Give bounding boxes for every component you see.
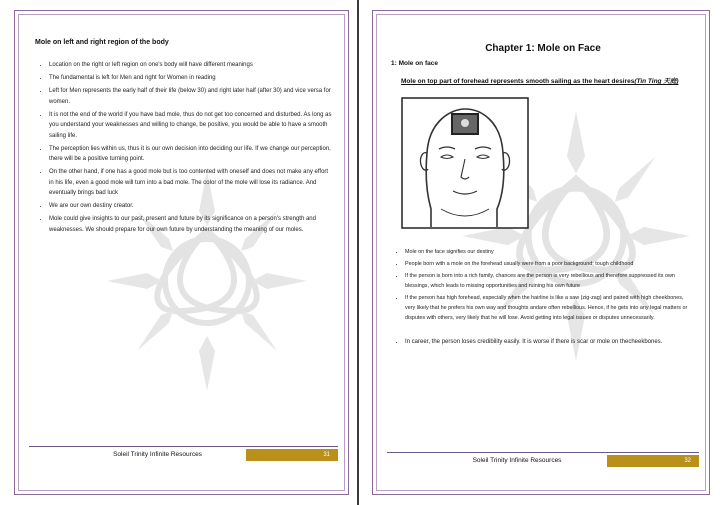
bullet-item: • Mole on the face signifies our destiny [405,247,695,257]
right-page-content [391,43,695,349]
face-drawing-icon [401,97,529,229]
right-page [372,10,710,495]
chapter-title: Chapter 1: Mole on Face [485,43,601,54]
bullet-item: • We are our own destiny creator. [49,201,334,212]
bullet-item: • It is not the end of the world if you have bad mole, thus do not get too concerned and disturbed. As long as you understand your weaknesses and willing to change, be positive, you would be able to have a smooth sailing life. [49,110,334,142]
page-number: 31 [246,449,338,461]
bullet-item: • If the person has high forehead, especially when the hairline is like a saw (zig-zag) and paired with high cheekbones, very likely that he prefers his own way and thoughts andare often rebellious. Hence, if he gets into any legal matters or disputes with others, very likely that he will lose. Avoid getting into legal issues or disputes unnecessarily. [405,293,695,323]
left-page [14,10,349,495]
page-number: 32 [607,455,699,467]
bullet-list [35,60,334,235]
section-heading: Mole on left and right region of the body [35,39,169,46]
bullet-item: • If the person is born into a rich family, chances are the person is very rebellious and therefore suppressed its own blessings, which leads to missing opportunities and ruining his own future [405,271,695,291]
bullet-item: • Location on the right or left region on one's body will have different meanings [49,60,334,71]
section-subheading: 1: Mole on face [391,60,438,67]
bullet-item: • On the other hand, if one has a good mole but is too contented with oneself and does not make any effort in his life, even a good mole will turn into a bad mole. The color of the mole will lose its radiance. And eventually brings bad luck [49,167,334,199]
page-footer [387,455,699,467]
page-footer [29,449,338,461]
footer-rule [387,452,699,453]
footer-title: Soleil Trinity Infinite Resources [113,451,202,458]
bullet-item: • Left for Men represents the early half of their life (below 30) and right later half (after 30) and vice versa for women. [49,86,334,107]
bullet-item: • Mole could give insights to our past, present and future by its significance on a person's strength and weaknesses. We should prepare for our own future by understanding the meaning of our moles. [49,214,334,235]
left-page-content [35,39,334,238]
figure-caption [401,77,695,87]
bullet-item: • The perception lies within us, thus it is our own decision into deciding our life. If we change our perception, there will be a positive turning point. [49,144,334,165]
bullet-list [391,247,695,347]
bullet-item: • In career, the person loses credibility easily. It is worse if there is scar or mole on thecheekbones. [405,337,695,347]
page-divider [357,0,359,505]
footer-title: Soleil Trinity Infinite Resources [472,457,562,464]
bullet-item: • People born with a mole on the forehead usually were from a poor background; tough childhood [405,259,695,269]
caption-chinese: (Tin Ting 天庭) [634,78,679,85]
footer-rule [29,446,338,447]
bullet-item: • The fundamental is left for Men and right for Women in reading [49,73,334,84]
caption-text: Mole on top part of forehead represents smooth sailing as the heart desires [401,78,635,85]
face-illustration [401,97,529,229]
